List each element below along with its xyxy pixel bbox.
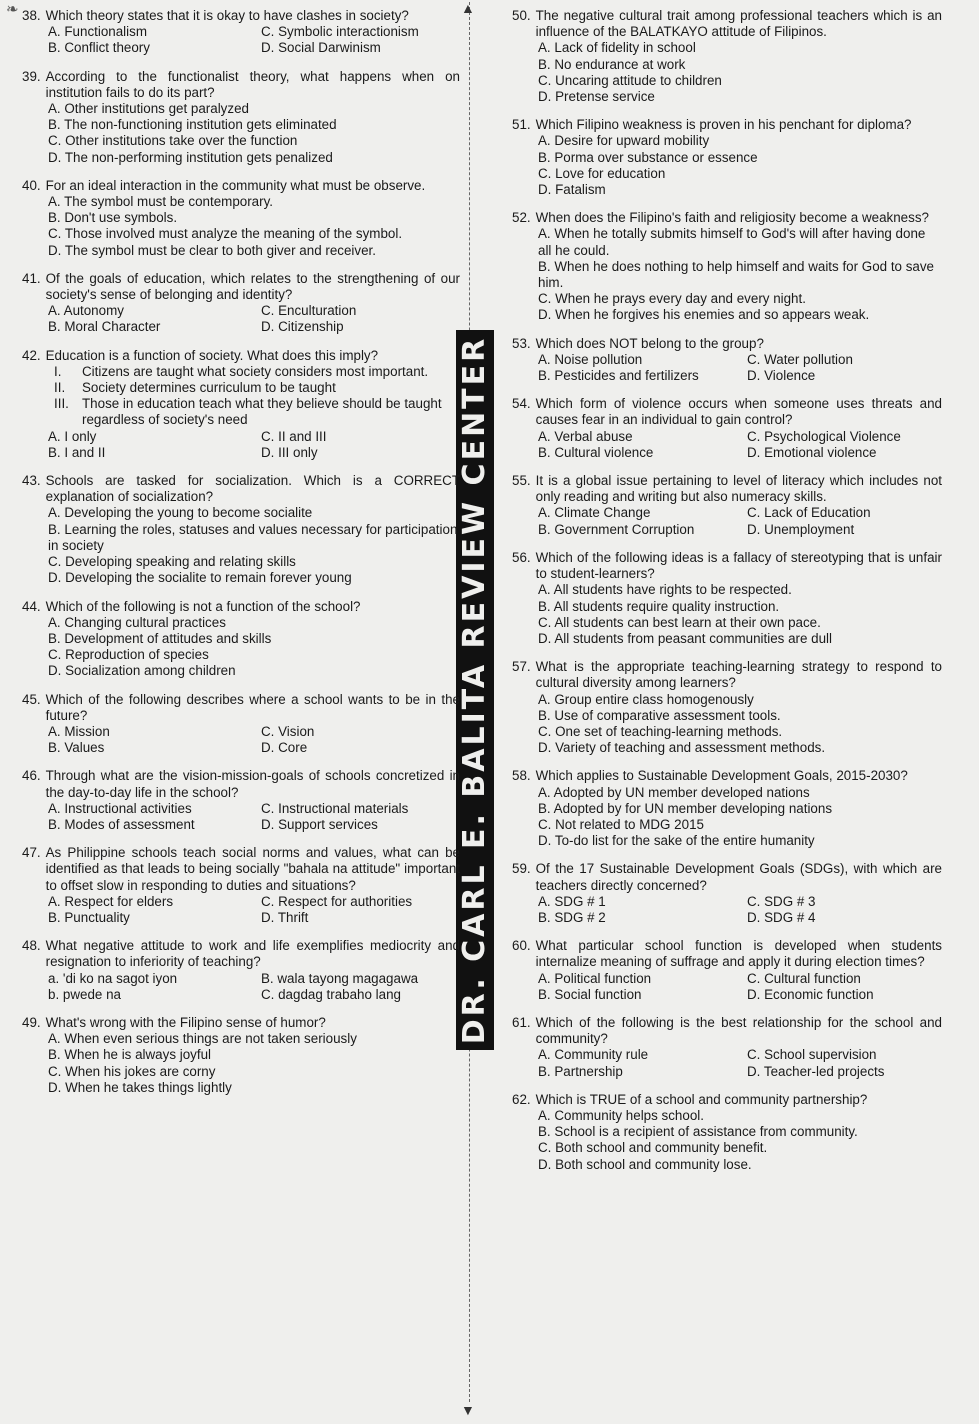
- question-item: [512, 1092, 942, 1173]
- statement-numeral: III.: [54, 396, 69, 412]
- question-text: Of the 17 Sustainable Development Goals (SDGs), with which are teachers directly concerned?: [535, 861, 942, 893]
- question-number: 52.: [512, 210, 531, 226]
- question-number: 53.: [512, 335, 531, 351]
- question-stem: [512, 336, 942, 352]
- review-center-banner: [456, 330, 494, 1050]
- answer-option[interactable]: B. Development of attitudes and skills: [48, 630, 272, 646]
- question-number: 61.: [512, 1014, 531, 1030]
- question-text: Of the goals of education, which relates to the strengthening of our society's sense of belonging and identity?: [45, 270, 460, 303]
- question-stem: [512, 210, 942, 226]
- question-item: [512, 8, 942, 105]
- answer-option[interactable]: A. Lack of fidelity in school: [538, 40, 696, 56]
- answer-option[interactable]: A. Adopted by UN member developed nations: [538, 784, 810, 800]
- answer-options: [512, 1047, 942, 1079]
- answer-options: [22, 615, 460, 680]
- answer-option[interactable]: A. Changing cultural practices: [48, 614, 226, 630]
- answer-option[interactable]: C. SDG # 3: [747, 893, 816, 909]
- question-number: 39.: [22, 68, 41, 84]
- question-item: [22, 938, 460, 1003]
- question-text: As Philippine schools teach social norms and values, what can be identified as that leads to being socially "bahala na attitude" important to offset slow in responding to duties and situations?: [45, 845, 460, 893]
- statement-item: [22, 364, 460, 380]
- answer-option[interactable]: D. When he takes things lightly: [48, 1079, 232, 1095]
- answer-option[interactable]: C. All students can best learn at their own pace.: [538, 614, 821, 630]
- answer-option[interactable]: C. II and III: [261, 428, 327, 444]
- answer-option[interactable]: B. When he is always joyful: [48, 1047, 211, 1063]
- question-stem: [512, 1092, 942, 1108]
- answer-option[interactable]: C. Cultural function: [747, 970, 861, 986]
- question-stem: [512, 550, 942, 582]
- answer-option[interactable]: C. Other institutions take over the function: [48, 133, 298, 149]
- answer-option[interactable]: D. Socialization among children: [48, 663, 236, 679]
- question-stem: [22, 938, 460, 970]
- answer-option[interactable]: A. I only: [48, 428, 97, 444]
- answer-option[interactable]: B. Use of comparative assessment tools.: [538, 707, 781, 723]
- answer-option[interactable]: A. Respect for elders: [48, 893, 174, 909]
- question-text: Which of the following describes where a school wants to be in the future?: [45, 691, 460, 723]
- answer-option[interactable]: C. Uncaring attitude to children: [538, 72, 722, 88]
- answer-option[interactable]: A. Functionalism: [48, 24, 147, 40]
- answer-option[interactable]: C. Those involved must analyze the meaning of the symbol.: [48, 226, 403, 242]
- answer-options: [22, 1031, 460, 1096]
- answer-option[interactable]: C. Vision: [261, 723, 315, 739]
- question-stem: [22, 1015, 460, 1031]
- question-item: [22, 768, 460, 833]
- banner-text: DR. CARL E. BALITA REVIEW CENTER: [457, 335, 492, 1045]
- question-stem: [22, 8, 460, 24]
- question-text: What is the appropriate teaching-learning strategy to respond to cultural diversity among learners?: [535, 659, 942, 691]
- question-stem: [512, 473, 942, 505]
- question-number: 46.: [22, 768, 41, 784]
- question-number: 55.: [512, 473, 531, 489]
- question-number: 38.: [22, 8, 41, 23]
- answer-option[interactable]: B. Moral Character: [48, 319, 161, 335]
- answer-option[interactable]: B. Don't use symbols.: [48, 210, 178, 226]
- answer-options: [22, 724, 460, 756]
- answer-option[interactable]: D. SDG # 4: [747, 909, 816, 925]
- question-text: Which Filipino weakness is proven in his penchant for diploma?: [535, 117, 912, 133]
- question-text: What particular school function is developed when students internalize meaning of suffrage and apply it during election times?: [535, 938, 942, 970]
- question-text: The negative cultural trait among professional teachers which is an influence of the BALATKAYO attitude of Filipinos.: [535, 8, 942, 40]
- answer-option[interactable]: D. To-do list for the sake of the entire humanity: [538, 833, 815, 849]
- question-text: What's wrong with the Filipino sense of humor?: [45, 1014, 326, 1030]
- answer-option[interactable]: C. Lack of Education: [747, 505, 871, 521]
- answer-options: [512, 226, 942, 323]
- question-stem: [22, 473, 460, 505]
- question-text: Schools are tasked for socialization. Which is a CORRECT explanation of socialization?: [45, 473, 460, 505]
- question-stem: [22, 69, 460, 101]
- question-item: [22, 1015, 460, 1096]
- answer-option[interactable]: b. pwede na: [48, 986, 121, 1002]
- answer-option[interactable]: B. Modes of assessment: [48, 816, 195, 832]
- answer-options: [512, 1108, 942, 1173]
- answer-option[interactable]: a. 'di ko na sagot iyon: [48, 970, 178, 986]
- question-item: [512, 659, 942, 756]
- answer-option[interactable]: B. Values: [48, 740, 105, 756]
- answer-option[interactable]: C. When he prays every day and every night.: [538, 291, 806, 307]
- question-text: Which form of violence occurs when someone uses threats and causes fear in an individual to gain control?: [535, 396, 942, 428]
- answer-option[interactable]: B. All students require quality instruction.: [538, 598, 780, 614]
- question-number: 45.: [22, 691, 41, 707]
- answer-option[interactable]: B. Conflict theory: [48, 40, 150, 56]
- answer-options: [512, 352, 942, 384]
- answer-option[interactable]: A. When he totally submits himself to God's will after having done all he could.: [538, 226, 926, 258]
- answer-option[interactable]: A. When even serious things are not taken seriously: [48, 1031, 357, 1047]
- answer-option[interactable]: A. Climate Change: [538, 505, 651, 521]
- question-number: 58.: [512, 768, 531, 784]
- answer-options: [22, 194, 460, 259]
- statement-text: Society determines curriculum to be taught: [82, 380, 336, 396]
- answer-option[interactable]: A. Verbal abuse: [538, 428, 633, 444]
- answer-option[interactable]: C. Symbolic interactionism: [261, 24, 419, 40]
- question-item: [512, 768, 942, 849]
- question-number: 56.: [512, 549, 531, 565]
- answer-option[interactable]: A. Other institutions get paralyzed: [48, 101, 249, 117]
- statement-item: [22, 396, 460, 428]
- answer-option[interactable]: B. I and II: [48, 444, 106, 460]
- answer-options: [512, 429, 942, 461]
- question-item: [512, 117, 942, 198]
- answer-options: [22, 101, 460, 166]
- question-item: [22, 348, 460, 461]
- answer-options: [512, 894, 942, 926]
- answer-option[interactable]: A. Mission: [48, 723, 110, 739]
- answer-option[interactable]: B. Punctuality: [48, 909, 130, 925]
- question-item: [512, 1015, 942, 1080]
- question-text: According to the functionalist theory, what happens when on institution fails to do its part?: [45, 68, 460, 100]
- question-text: Through what are the vision-mission-goals of schools concretized in the day-to-day life in the school?: [45, 768, 460, 800]
- statement-numeral: II.: [54, 380, 66, 396]
- answer-option[interactable]: D. Citizenship: [261, 319, 344, 335]
- answer-option[interactable]: C. Not related to MDG 2015: [538, 816, 704, 832]
- question-item: [512, 550, 942, 647]
- question-stem: [22, 599, 460, 615]
- question-stem: [512, 659, 942, 691]
- question-item: [22, 845, 460, 926]
- answer-option[interactable]: B. SDG # 2: [538, 909, 606, 925]
- answer-option[interactable]: B. Cultural violence: [538, 444, 654, 460]
- question-text: Which theory states that it is okay to have clashes in society?: [45, 8, 409, 23]
- question-stem: [512, 938, 942, 970]
- answer-option[interactable]: C. Psychological Violence: [747, 428, 901, 444]
- question-item: [22, 178, 460, 259]
- answer-option[interactable]: D. The non-performing institution gets penalized: [48, 149, 333, 165]
- answer-option[interactable]: C. Love for education: [538, 165, 666, 181]
- question-stem: [22, 768, 460, 800]
- arrow-down-icon: ▼: [461, 1402, 475, 1418]
- question-text: It is a global issue pertaining to level of literacy which includes not only reading and writing but also numeracy skills.: [535, 473, 942, 505]
- answer-options: [512, 133, 942, 198]
- answer-option[interactable]: B. School is a recipient of assistance from community.: [538, 1124, 858, 1140]
- question-item: [22, 271, 460, 336]
- answer-option[interactable]: A. Developing the young to become socialite: [48, 505, 313, 521]
- answer-option[interactable]: C. Reproduction of species: [48, 647, 209, 663]
- question-item: [512, 396, 942, 461]
- answer-option[interactable]: D. Fatalism: [538, 182, 606, 198]
- answer-option[interactable]: A. SDG # 1: [538, 893, 606, 909]
- question-item: [22, 69, 460, 166]
- answer-option[interactable]: D. Emotional violence: [747, 444, 877, 460]
- answer-option[interactable]: D. Social Darwinism: [261, 40, 381, 56]
- question-number: 49.: [22, 1014, 41, 1030]
- statement-item: [22, 380, 460, 396]
- statement-text: Citizens are taught what society considers most important.: [82, 363, 429, 379]
- answer-options: [512, 785, 942, 850]
- answer-options: [22, 971, 460, 1003]
- question-number: 60.: [512, 938, 531, 954]
- answer-option[interactable]: D. Developing the socialite to remain forever young: [48, 570, 352, 586]
- answer-option[interactable]: D. Variety of teaching and assessment methods.: [538, 740, 826, 756]
- answer-option[interactable]: D. Economic function: [747, 986, 874, 1002]
- answer-option[interactable]: B. Social function: [538, 986, 642, 1002]
- answer-option[interactable]: C. dagdag trabaho lang: [261, 986, 401, 1002]
- question-number: 54.: [512, 396, 531, 412]
- answer-option[interactable]: B. The non-functioning institution gets eliminated: [48, 117, 337, 133]
- answer-options: [512, 582, 942, 647]
- answer-option[interactable]: C. Both school and community benefit.: [538, 1140, 768, 1156]
- answer-option[interactable]: B. Government Corruption: [538, 521, 695, 537]
- answer-option[interactable]: C. Developing speaking and relating skills: [48, 554, 296, 570]
- answer-option[interactable]: B. Learning the roles, statuses and values necessary for participation in society: [48, 521, 458, 553]
- question-item: [512, 210, 942, 323]
- answer-option[interactable]: B. Pesticides and fertilizers: [538, 368, 699, 384]
- question-item: [512, 861, 942, 926]
- answer-options: [22, 505, 460, 586]
- question-number: 47.: [22, 845, 41, 861]
- answer-option[interactable]: D. Both school and community lose.: [538, 1156, 752, 1172]
- answer-option[interactable]: A. Community helps school.: [538, 1107, 704, 1123]
- answer-options: [22, 429, 460, 461]
- answer-option[interactable]: C. Water pollution: [747, 351, 853, 367]
- answer-option[interactable]: A. Group entire class homogenously: [538, 691, 754, 707]
- question-stem: [512, 861, 942, 893]
- question-text: Which of the following is not a function of the school?: [45, 598, 361, 614]
- answer-option[interactable]: D. III only: [261, 444, 318, 460]
- answer-options: [512, 505, 942, 537]
- answer-option[interactable]: D. Support services: [261, 816, 378, 832]
- question-text: What negative attitude to work and life exemplifies mediocrity and resignation to inferiority of teaching?: [45, 938, 460, 970]
- answer-option[interactable]: C. Instructional materials: [261, 800, 409, 816]
- answer-option[interactable]: D. Pretense service: [538, 89, 655, 105]
- answer-options: [22, 801, 460, 833]
- answer-options: [22, 24, 460, 56]
- question-text: Which does NOT belong to the group?: [535, 335, 764, 351]
- question-stem: [22, 178, 460, 194]
- answer-option[interactable]: A. All students have rights to be respected.: [538, 582, 792, 598]
- question-item: [512, 473, 942, 538]
- statement-text: Those in education teach what they believe should be taught regardless of society's need: [82, 396, 442, 428]
- answer-option[interactable]: D. Unemployment: [747, 521, 855, 537]
- answer-option[interactable]: B. Porma over substance or essence: [538, 149, 758, 165]
- question-stem: [512, 1015, 942, 1047]
- question-number: 41.: [22, 270, 41, 286]
- answer-option[interactable]: B. No endurance at work: [538, 56, 686, 72]
- question-stem: [22, 692, 460, 724]
- question-item: [512, 336, 942, 385]
- question-text: Which applies to Sustainable Development Goals, 2015-2030?: [535, 768, 908, 784]
- question-number: 40.: [22, 177, 41, 193]
- answer-option[interactable]: A. The symbol must be contemporary.: [48, 194, 274, 210]
- question-text: When does the Filipino's faith and religiosity become a weakness?: [535, 210, 929, 226]
- question-text: For an ideal interaction in the community what must be observe.: [45, 177, 426, 193]
- answer-option[interactable]: C. One set of teaching-learning methods.: [538, 723, 783, 739]
- answer-option[interactable]: D. The symbol must be clear to both giver and receiver.: [48, 242, 376, 258]
- question-number: 48.: [22, 938, 41, 954]
- corner-mark-icon: ❧: [6, 1, 19, 18]
- question-number: 62.: [512, 1091, 531, 1107]
- answer-option[interactable]: A. Community rule: [538, 1047, 649, 1063]
- question-item: [22, 599, 460, 680]
- answer-option[interactable]: A. Noise pollution: [538, 351, 643, 367]
- question-text: Education is a function of society. What does this imply?: [45, 347, 379, 363]
- statement-numeral: I.: [54, 363, 62, 379]
- question-text: Which of the following ideas is a fallacy of stereotyping that is unfair to student-learners?: [535, 549, 942, 582]
- answer-options: [512, 692, 942, 757]
- answer-option[interactable]: D. All students from peasant communities are dull: [538, 630, 832, 646]
- answer-option[interactable]: C. Enculturation: [261, 303, 357, 319]
- answer-options: [512, 971, 942, 1003]
- answer-options: [22, 303, 460, 335]
- question-number: 50.: [512, 8, 531, 23]
- question-number: 51.: [512, 117, 531, 133]
- question-number: 42.: [22, 347, 41, 363]
- answer-option[interactable]: C. School supervision: [747, 1047, 877, 1063]
- question-stem: [512, 117, 942, 133]
- answer-option[interactable]: B. Partnership: [538, 1063, 623, 1079]
- question-text: Which of the following is the best relationship for the school and community?: [535, 1014, 942, 1047]
- answer-option[interactable]: C. Respect for authorities: [261, 893, 413, 909]
- answer-option[interactable]: D. When he forgives his enemies and so appears weak.: [538, 307, 870, 323]
- answer-option[interactable]: C. When his jokes are corny: [48, 1063, 216, 1079]
- question-stem: [512, 396, 942, 428]
- question-item: [22, 473, 460, 586]
- answer-option[interactable]: D. Core: [261, 740, 308, 756]
- question-number: 57.: [512, 659, 531, 675]
- question-stem: [22, 271, 460, 303]
- answer-option[interactable]: D. Violence: [747, 368, 816, 384]
- question-stem: [512, 8, 942, 40]
- question-number: 59.: [512, 861, 531, 877]
- answer-options: [512, 40, 942, 105]
- question-stem: [22, 845, 460, 894]
- question-item: [512, 938, 942, 1003]
- question-item: [22, 692, 460, 757]
- left-column: [22, 8, 460, 1108]
- answer-options: [22, 894, 460, 926]
- right-column: [512, 8, 942, 1185]
- arrow-up-icon: ▲: [461, 0, 475, 16]
- answer-option[interactable]: B. wala tayong magagawa: [261, 970, 419, 986]
- answer-option[interactable]: A. Desire for upward mobility: [538, 133, 710, 149]
- answer-option[interactable]: B. Adopted by for UN member developing nations: [538, 800, 833, 816]
- question-stem: [512, 768, 942, 784]
- answer-option[interactable]: A. Political function: [538, 970, 652, 986]
- answer-option[interactable]: D. Thrift: [261, 909, 309, 925]
- question-text: Which is TRUE of a school and community partnership?: [535, 1091, 868, 1107]
- question-number: 43.: [22, 473, 41, 489]
- answer-option[interactable]: A. Instructional activities: [48, 800, 192, 816]
- answer-option[interactable]: D. Teacher-led projects: [747, 1063, 885, 1079]
- answer-option[interactable]: B. When he does nothing to help himself and waits for God to save him.: [538, 258, 934, 291]
- answer-option[interactable]: A. Autonomy: [48, 303, 124, 319]
- question-stem: [22, 348, 460, 364]
- question-item: [22, 8, 460, 57]
- question-number: 44.: [22, 598, 41, 614]
